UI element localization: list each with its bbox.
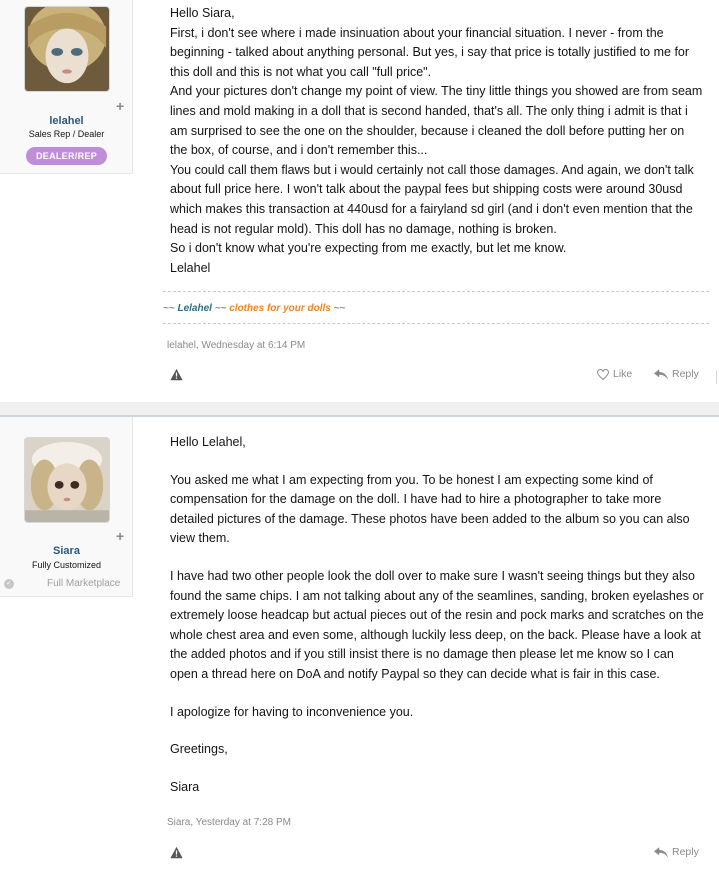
signature-divider bbox=[163, 323, 709, 324]
post-footer bbox=[163, 844, 709, 864]
avatar[interactable] bbox=[24, 6, 110, 92]
reply-button[interactable]: Reply bbox=[654, 846, 699, 858]
marketplace-status: Full Marketplace bbox=[47, 578, 121, 589]
post-message bbox=[170, 4, 705, 278]
like-button[interactable]: Like bbox=[597, 368, 632, 380]
follow-plus-icon[interactable]: + bbox=[116, 98, 125, 114]
message-line: Hello Siara, bbox=[170, 6, 235, 20]
user-title: Sales Rep / Dealer bbox=[28, 129, 105, 139]
message-line: And your pictures don't change my point of view. The tiny little things you showed are from seam lines and mold making in a doll that is second handed, that's all. The only thing i admit is that i am surprised to see the one on the shoulder, because i cleaned the doll before putting her on the box, of course, and i don't remember this... bbox=[170, 84, 703, 158]
reply-arrow-icon bbox=[654, 369, 668, 380]
post-lelahel bbox=[0, 0, 719, 402]
signature-divider bbox=[163, 291, 709, 292]
message-line: Hello Lelahel, bbox=[170, 435, 246, 449]
message-line: First, i don't see where i made insinuation about your financial situation. I never - from the beginning - talked about anything personal. But yes, i say that price is totally justified to me for this doll and this is not what you call "full price". bbox=[170, 25, 690, 79]
post-message bbox=[170, 433, 705, 815]
avatar[interactable] bbox=[24, 437, 110, 523]
reply-button[interactable]: Reply bbox=[654, 368, 699, 380]
post-footer bbox=[163, 366, 709, 386]
warning-triangle-icon[interactable] bbox=[170, 368, 183, 381]
message-line: You could call them flaws but i would certainly not call those damages. And again, we don't talk about full price here. I won't talk about the paypal fees but shipping costs were around 30usd which makes this transaction at 440usd for a fairyland sd girl (and i don't even mention that the head is not regular mold). This doll has no damage, nothing is broken. bbox=[170, 162, 694, 236]
heart-icon bbox=[597, 369, 609, 380]
dealer-badge: DEALER/REP bbox=[26, 147, 107, 165]
message-line: So i don't know what you're expecting from me exactly, but let me know. bbox=[170, 241, 567, 256]
user-info-panel bbox=[0, 417, 133, 597]
message-line: I apologize for having to inconvenience you. bbox=[170, 704, 414, 719]
warning-triangle-icon[interactable] bbox=[170, 846, 183, 859]
message-line: I have had two other people look the doll over to make sure I wasn't seeing things but they also found the same chips. I am not talking about any of the seamlines, sanding, broken eyelashes or extremely loose headcap but actual pieces out of the resin and pock marks and scratches on the whole chest area and even some, although luckily less deep, on the back. Please have a look at the added photos and if you still insist there is no damage then please let me know so I can open a thread here on DoA and notify Paypal so they can decide what is fair in this case. bbox=[170, 568, 704, 681]
post-separator bbox=[0, 402, 719, 415]
signature-name: Lelahel bbox=[177, 303, 212, 314]
post-meta[interactable]: lelahel, Wednesday at 6:14 PM bbox=[167, 340, 306, 351]
user-info-panel bbox=[0, 0, 133, 174]
user-title: Fully Customized bbox=[31, 560, 102, 570]
post-siara bbox=[0, 415, 719, 888]
follow-plus-icon[interactable]: + bbox=[116, 528, 125, 544]
scrollbar-tick[interactable] bbox=[716, 370, 717, 384]
message-line: Siara bbox=[170, 779, 200, 794]
message-line: Greetings, bbox=[170, 742, 228, 757]
reply-arrow-icon bbox=[654, 847, 668, 858]
signature-link[interactable]: clothes for your dolls bbox=[229, 303, 331, 314]
username[interactable]: lelahel bbox=[49, 115, 84, 127]
username[interactable]: Siara bbox=[53, 545, 80, 557]
signature: ~~ Lelahel ~~ clothes for your dolls ~~ bbox=[163, 303, 346, 314]
check-circle-icon: ✓ bbox=[4, 579, 14, 589]
message-line: You asked me what I am expecting from you. To be honest I am expecting some kind of compensation for the damage on the doll. I have had to hire a photographer to take more detailed pictures of the damage. These photos have been added to the album so you can also view them. bbox=[170, 472, 690, 546]
post-meta[interactable]: Siara, Yesterday at 7:28 PM bbox=[167, 817, 291, 828]
message-line: Lelahel bbox=[170, 260, 211, 275]
